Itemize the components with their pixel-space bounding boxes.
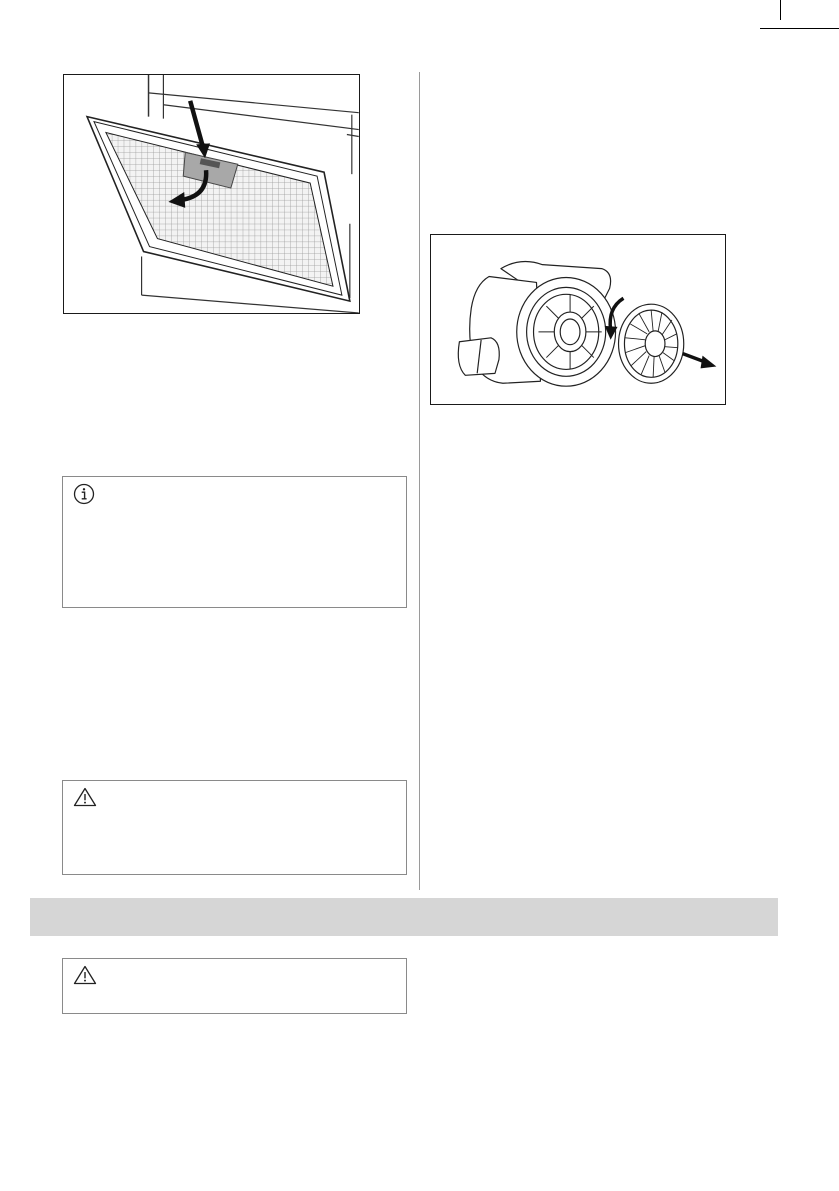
column-divider (419, 72, 420, 890)
carbon-filter-figure (430, 234, 726, 405)
warning-triangle-icon (73, 787, 97, 807)
info-notice-box (62, 476, 407, 608)
warning-notice-box (62, 780, 407, 875)
carbon-filter-removal-illustration (431, 235, 725, 404)
warning-notice-box-2 (62, 958, 407, 1014)
info-icon (73, 483, 95, 505)
crop-mark-horizontal (760, 28, 839, 29)
grease-filter-release-illustration (64, 75, 359, 313)
section-heading-band (30, 898, 778, 936)
crop-mark-vertical (780, 0, 781, 20)
warning-triangle-icon (73, 965, 97, 985)
grease-filter-figure (63, 74, 360, 314)
